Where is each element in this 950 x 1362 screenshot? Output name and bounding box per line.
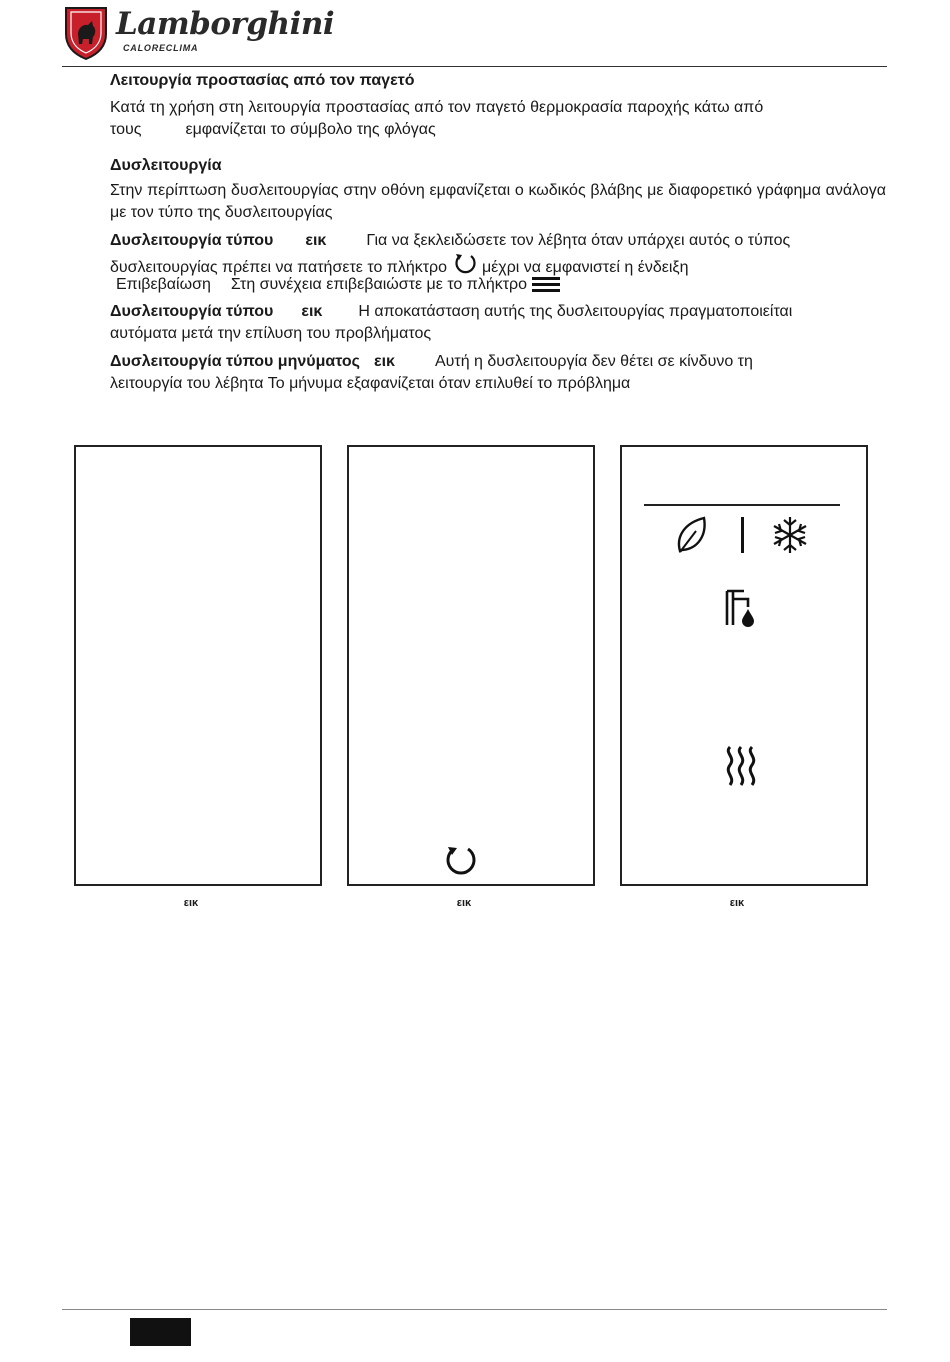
reset-icon xyxy=(443,842,479,878)
fault-type2-label: Δυσλειτουργία τύπου xyxy=(110,303,274,320)
heating-icon xyxy=(722,745,762,787)
fault-message-text-a: Αυτή η δυσλειτουργία δεν θέτει σε κίνδυνο τη xyxy=(434,353,753,370)
panel-3-caption: εικ xyxy=(729,897,745,909)
frost-section-title: Λειτουργία προστασίας από τον παγετό xyxy=(110,72,415,89)
frost-line2-start: τους xyxy=(110,121,142,138)
header-divider xyxy=(62,66,887,67)
fault-type1-text-b: δυσλειτουργίας πρέπει να πατήσετε το πλήκτρο xyxy=(110,259,448,276)
panel-1-caption: εικ xyxy=(183,897,199,909)
frost-section-line1: Κατά τη χρήση στη λειτουργία προστασίας από τον παγετό θερμοκρασία παροχής κάτω από xyxy=(110,99,764,116)
fault-type1-line3 xyxy=(116,274,892,296)
display-panel-3 xyxy=(620,445,868,886)
snowflake-icon xyxy=(770,515,810,555)
brand-name: Lamborghini xyxy=(116,6,335,42)
fault-type1-text-c: μέχρι να εμφανιστεί η ένδειξη xyxy=(481,259,689,276)
fault-type2-ref: εικ xyxy=(301,303,323,320)
brand-sub-name: CALORECLIMA xyxy=(123,43,199,53)
fault-section-paragraph: Στην περίπτωση δυσλειτουργίας στην οθόνη εμφανίζεται ο κωδικός βλάβης με διαφορετικό γράφημα ανάλογα με τον τύπο της δυσλειτουργίας xyxy=(110,182,886,221)
fault-type1-ref: εικ xyxy=(305,232,327,249)
mode-separator xyxy=(741,517,744,553)
brand-shield-logo xyxy=(62,4,110,60)
fault-type1-line1 xyxy=(110,230,886,252)
fault-message-line1 xyxy=(110,351,886,373)
frost-section-line2 xyxy=(110,119,886,141)
tap-icon xyxy=(722,587,762,627)
display-panel-1 xyxy=(74,445,322,886)
fault-type1-text-e: Στη συνέχεια επιβεβαιώστε με το πλήκτρο xyxy=(230,276,528,293)
reset-icon xyxy=(452,252,478,276)
frost-line2-end: εμφανίζεται το σύμβολο της φλόγας xyxy=(185,121,436,138)
panel-2-caption: εικ xyxy=(456,897,472,909)
fault-message-ref: εικ xyxy=(373,353,395,370)
fault-type1-label: Δυσλειτουργία τύπου xyxy=(110,232,274,249)
fault-type2-line2: αυτόματα μετά την επίλυση του προβλήματος xyxy=(110,325,432,342)
fault-section-title: Δυσλειτουργία xyxy=(110,157,222,174)
fault-message-line2: λειτουργία του λέβητα Το μήνυμα εξαφανίζεται όταν επιλυθεί το πρόβλημα xyxy=(110,375,631,392)
leaf-icon xyxy=(674,515,708,555)
fault-message-label: Δυσλειτουργία τύπου μηνύματος xyxy=(110,353,360,370)
fault-type2-text-a: Η αποκατάσταση αυτής της δυσλειτουργίας πραγματοποιείται xyxy=(358,303,793,320)
page-number-tab xyxy=(130,1318,191,1346)
menu-icon xyxy=(531,275,561,293)
fault-type2-line1 xyxy=(110,301,886,323)
fault-type1-text-d: Επιβεβαίωση xyxy=(116,276,211,293)
fault-type1-text-a: Για να ξεκλειδώσετε τον λέβητα όταν υπάρχει αυτός ο τύπος xyxy=(366,232,791,249)
display-panel-2 xyxy=(347,445,595,886)
footer-divider xyxy=(62,1309,887,1310)
panel-3-divider-line xyxy=(644,504,840,506)
